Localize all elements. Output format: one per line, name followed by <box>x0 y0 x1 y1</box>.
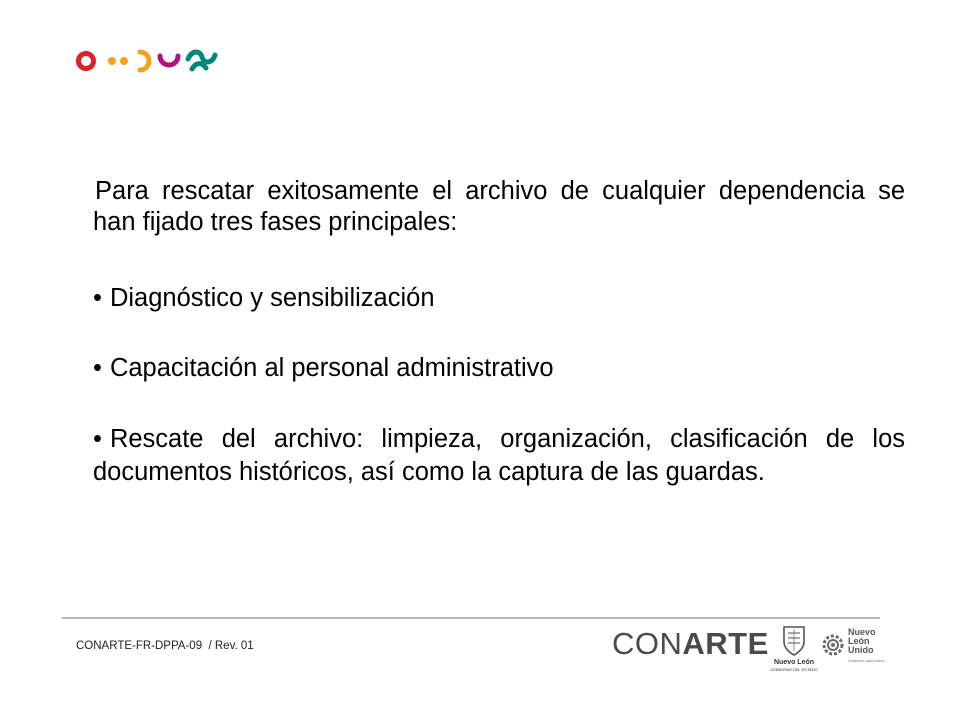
red-ring-glyph <box>79 54 94 69</box>
intro-text: Para rescatar exitosamente el archivo de cualquier dependencia se han fijado tres fases principales: <box>93 177 905 236</box>
bullet-dot: • <box>93 354 102 382</box>
teal-wave-glyph <box>188 52 215 69</box>
intro-paragraph <box>93 176 905 238</box>
orange-arc-glyph <box>140 52 149 70</box>
footer-divider <box>62 617 880 619</box>
bullet-text: Diagnóstico y sensibilización <box>109 284 435 312</box>
magenta-cup-glyph <box>160 56 178 65</box>
orange-dot-glyph <box>108 57 116 65</box>
nl-line1: Nuevo <box>848 627 876 637</box>
nuevo-leon-unido-gear-icon <box>818 630 848 660</box>
conarte-logo-bold: ARTE <box>682 626 769 661</box>
bullet-text: Rescate del archivo: limpieza, organización, clasificación de los documentos históricos, así como la captura de las guardas. <box>93 425 905 486</box>
document-code: CONARTE-FR-DPPA-09 / Rev. 01 <box>76 640 254 652</box>
orange-dot-glyph <box>120 57 128 65</box>
nl-line3: Unido <box>848 645 874 655</box>
conarte-logo-thin: CON <box>612 626 683 661</box>
nuevo-leon-unido-logo <box>848 628 888 655</box>
state-seal-caption <box>770 659 818 673</box>
decorative-color-glyphs <box>74 44 224 78</box>
bullet-item-capacitacion <box>93 353 905 384</box>
bullet-item-diagnostico <box>93 283 905 314</box>
nl-logo-subtitle: Gobierno para todos <box>848 658 885 663</box>
bullet-text: Capacitación al personal administrativo <box>109 354 554 382</box>
shield-caption: Nuevo León <box>773 659 815 666</box>
conarte-logo <box>612 626 769 662</box>
shield-subcaption: GOBIERNO DEL ESTADO <box>770 667 818 672</box>
state-shield-icon <box>776 624 812 658</box>
bullet-dot: • <box>93 284 102 312</box>
bullet-item-rescate <box>93 423 905 489</box>
nl-line2: León <box>848 636 870 646</box>
bullet-dot: • <box>93 425 102 453</box>
